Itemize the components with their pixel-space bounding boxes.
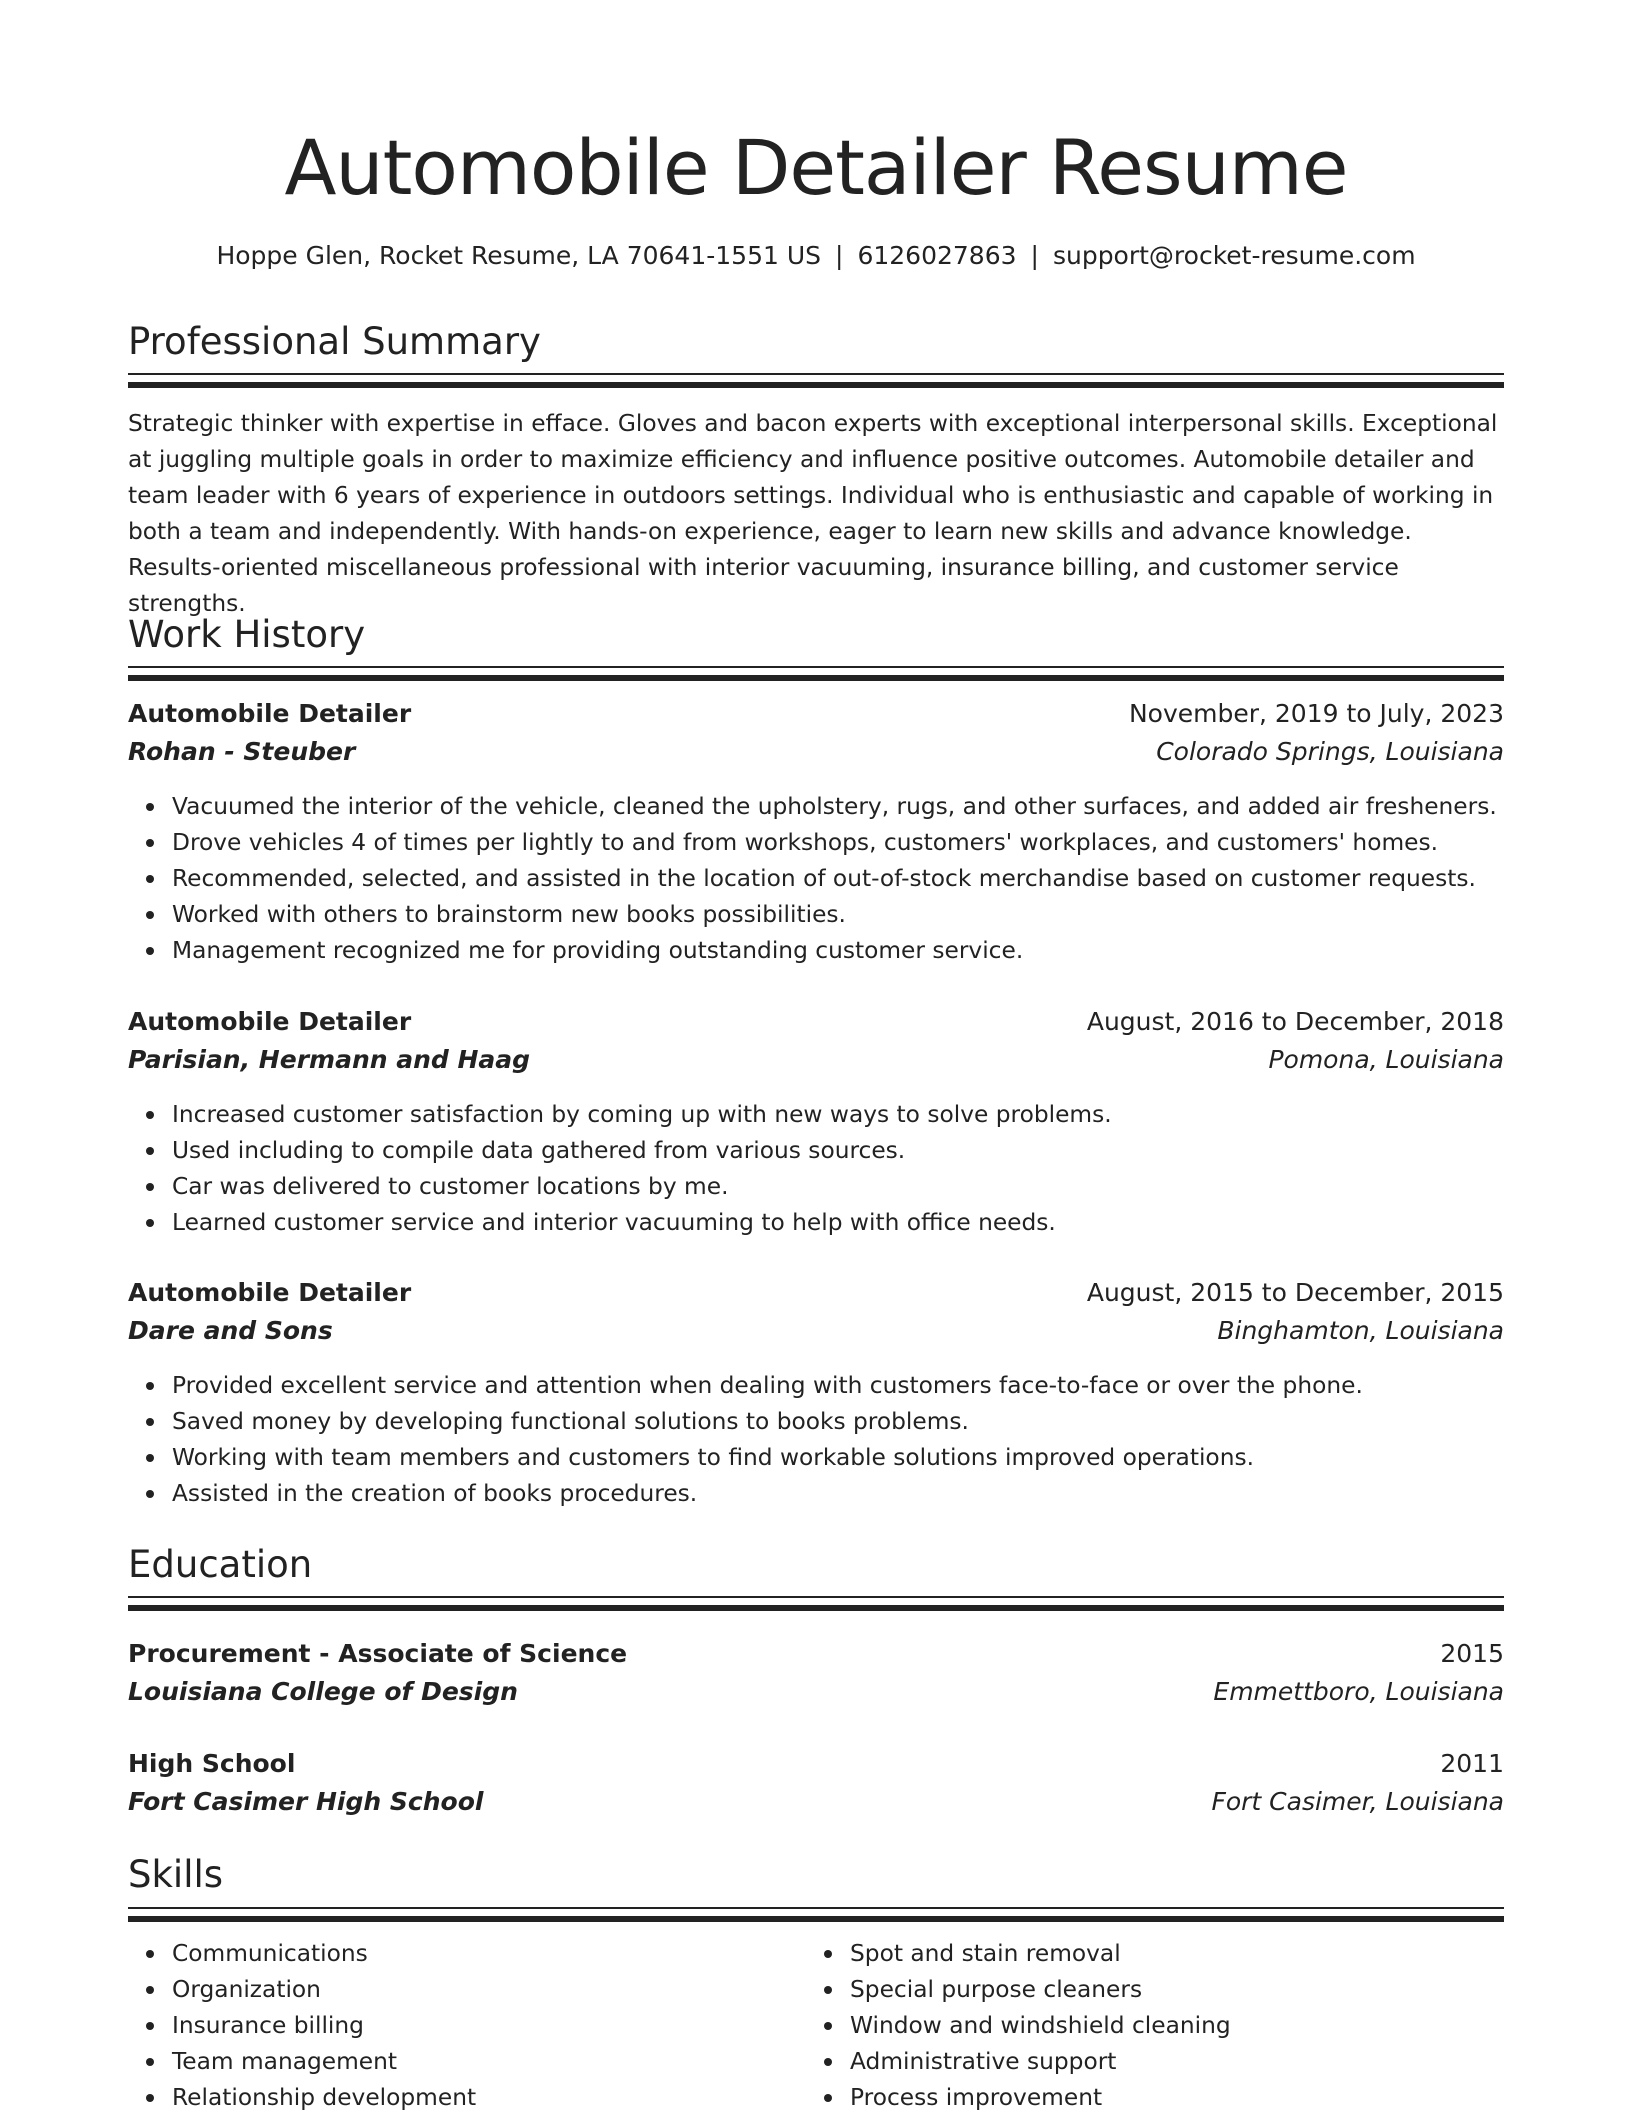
list-item: Learned customer service and interior vacuuming to help with office needs. bbox=[172, 1205, 1112, 1241]
list-item: Provided excellent service and attention when dealing with customers face-to-face or over the phone. bbox=[172, 1368, 1363, 1404]
job-location: Colorado Springs, Louisiana bbox=[1156, 737, 1504, 766]
list-item: Management recognized me for providing outstanding customer service. bbox=[172, 933, 1497, 969]
list-item: Car was delivered to customer locations by me. bbox=[172, 1169, 1112, 1205]
list-item: Working with team members and customers to find workable solutions improved operations. bbox=[172, 1440, 1363, 1476]
skill-item: Organization bbox=[172, 1972, 476, 2008]
contact-separator: | bbox=[1030, 241, 1039, 270]
job-location: Binghamton, Louisiana bbox=[1217, 1316, 1504, 1345]
skill-item: Process improvement bbox=[850, 2080, 1231, 2116]
education-degree: High School bbox=[128, 1749, 296, 1778]
skill-item: Spot and stain removal bbox=[850, 1936, 1231, 1972]
section-divider bbox=[128, 1596, 1504, 1611]
education-location: Fort Casimer, Louisiana bbox=[1211, 1787, 1504, 1816]
job-location: Pomona, Louisiana bbox=[1268, 1045, 1504, 1074]
job-dates: August, 2015 to December, 2015 bbox=[1086, 1278, 1504, 1307]
list-item: Worked with others to brainstorm new books possibilities. bbox=[172, 897, 1497, 933]
job-duties-list bbox=[128, 1368, 1363, 1512]
section-divider bbox=[128, 666, 1504, 681]
job-header bbox=[128, 1003, 1504, 1041]
job-header bbox=[128, 1274, 1504, 1312]
section-title-work-history: Work History bbox=[128, 613, 366, 656]
address-text: Hoppe Glen, Rocket Resume, LA 70641-1551 US bbox=[216, 241, 822, 270]
section-divider bbox=[128, 1907, 1504, 1922]
phone-text: 6126027863 bbox=[857, 241, 1017, 270]
skills-list-left bbox=[128, 1936, 476, 2116]
section-divider bbox=[128, 373, 1504, 388]
job-company: Dare and Sons bbox=[128, 1316, 333, 1345]
list-item: Drove vehicles 4 of times per lightly to and from workshops, customers' workplaces, and customers' homes. bbox=[172, 825, 1497, 861]
education-year: 2015 bbox=[1440, 1639, 1504, 1668]
skills-list-right bbox=[806, 1936, 1231, 2116]
education-year: 2011 bbox=[1440, 1749, 1504, 1778]
summary-text: Strategic thinker with expertise in efface. Gloves and bacon experts with exceptional interpersonal skills. Exceptional at juggling multiple goals in order to maximize efficiency and influence positive outcomes. Automobile detailer and team leader with 6 years of experience in outdoors settings. Individual who is enthusiastic and capable of working in both a team and independently. With hands-on experience, eager to learn new skills and advance knowledge. Results-oriented miscellaneous professional with interior vacuuming, insurance billing, and customer service strengths. bbox=[128, 410, 1498, 617]
job-duties-list bbox=[128, 1097, 1112, 1241]
email-text: support@rocket-resume.com bbox=[1052, 241, 1416, 270]
job-dates: August, 2016 to December, 2018 bbox=[1086, 1007, 1504, 1036]
education-school: Fort Casimer High School bbox=[128, 1787, 484, 1816]
skill-item: Administrative support bbox=[850, 2044, 1231, 2080]
job-header bbox=[128, 695, 1504, 733]
job-dates: November, 2019 to July, 2023 bbox=[1128, 699, 1504, 728]
resume-title: Automobile Detailer Resume bbox=[284, 123, 1348, 212]
education-degree: Procurement - Associate of Science bbox=[128, 1639, 628, 1668]
education-location: Emmettboro, Louisiana bbox=[1213, 1677, 1504, 1706]
job-company: Rohan - Steuber bbox=[128, 737, 356, 766]
skill-item: Communications bbox=[172, 1936, 476, 1972]
list-item: Increased customer satisfaction by coming up with new ways to solve problems. bbox=[172, 1097, 1112, 1133]
skill-item: Window and windshield cleaning bbox=[850, 2008, 1231, 2044]
education-school: Louisiana College of Design bbox=[128, 1677, 518, 1706]
list-item: Recommended, selected, and assisted in the location of out-of-stock merchandise based on customer requests. bbox=[172, 861, 1497, 897]
list-item: Vacuumed the interior of the vehicle, cleaned the upholstery, rugs, and other surfaces, and added air fresheners. bbox=[172, 789, 1497, 825]
skill-item: Special purpose cleaners bbox=[850, 1972, 1231, 2008]
contact-separator: | bbox=[835, 241, 844, 270]
education-header bbox=[128, 1635, 1504, 1673]
section-title-education: Education bbox=[128, 1543, 313, 1586]
job-position: Automobile Detailer bbox=[128, 699, 412, 728]
education-header bbox=[128, 1745, 1504, 1783]
job-subheader bbox=[128, 1041, 1504, 1079]
list-item: Assisted in the creation of books procedures. bbox=[172, 1476, 1363, 1512]
contact-line bbox=[128, 238, 1504, 274]
job-position: Automobile Detailer bbox=[128, 1278, 412, 1307]
education-subheader bbox=[128, 1673, 1504, 1711]
job-company: Parisian, Hermann and Haag bbox=[128, 1045, 531, 1074]
skill-item: Insurance billing bbox=[172, 2008, 476, 2044]
job-subheader bbox=[128, 733, 1504, 771]
section-title-skills: Skills bbox=[128, 1853, 224, 1896]
education-subheader bbox=[128, 1783, 1504, 1821]
skill-item: Team management bbox=[172, 2044, 476, 2080]
job-subheader bbox=[128, 1312, 1504, 1350]
section-title-summary: Professional Summary bbox=[128, 320, 541, 363]
skill-item: Relationship development bbox=[172, 2080, 476, 2116]
list-item: Used including to compile data gathered from various sources. bbox=[172, 1133, 1112, 1169]
job-duties-list bbox=[128, 789, 1497, 969]
job-position: Automobile Detailer bbox=[128, 1007, 412, 1036]
list-item: Saved money by developing functional solutions to books problems. bbox=[172, 1404, 1363, 1440]
